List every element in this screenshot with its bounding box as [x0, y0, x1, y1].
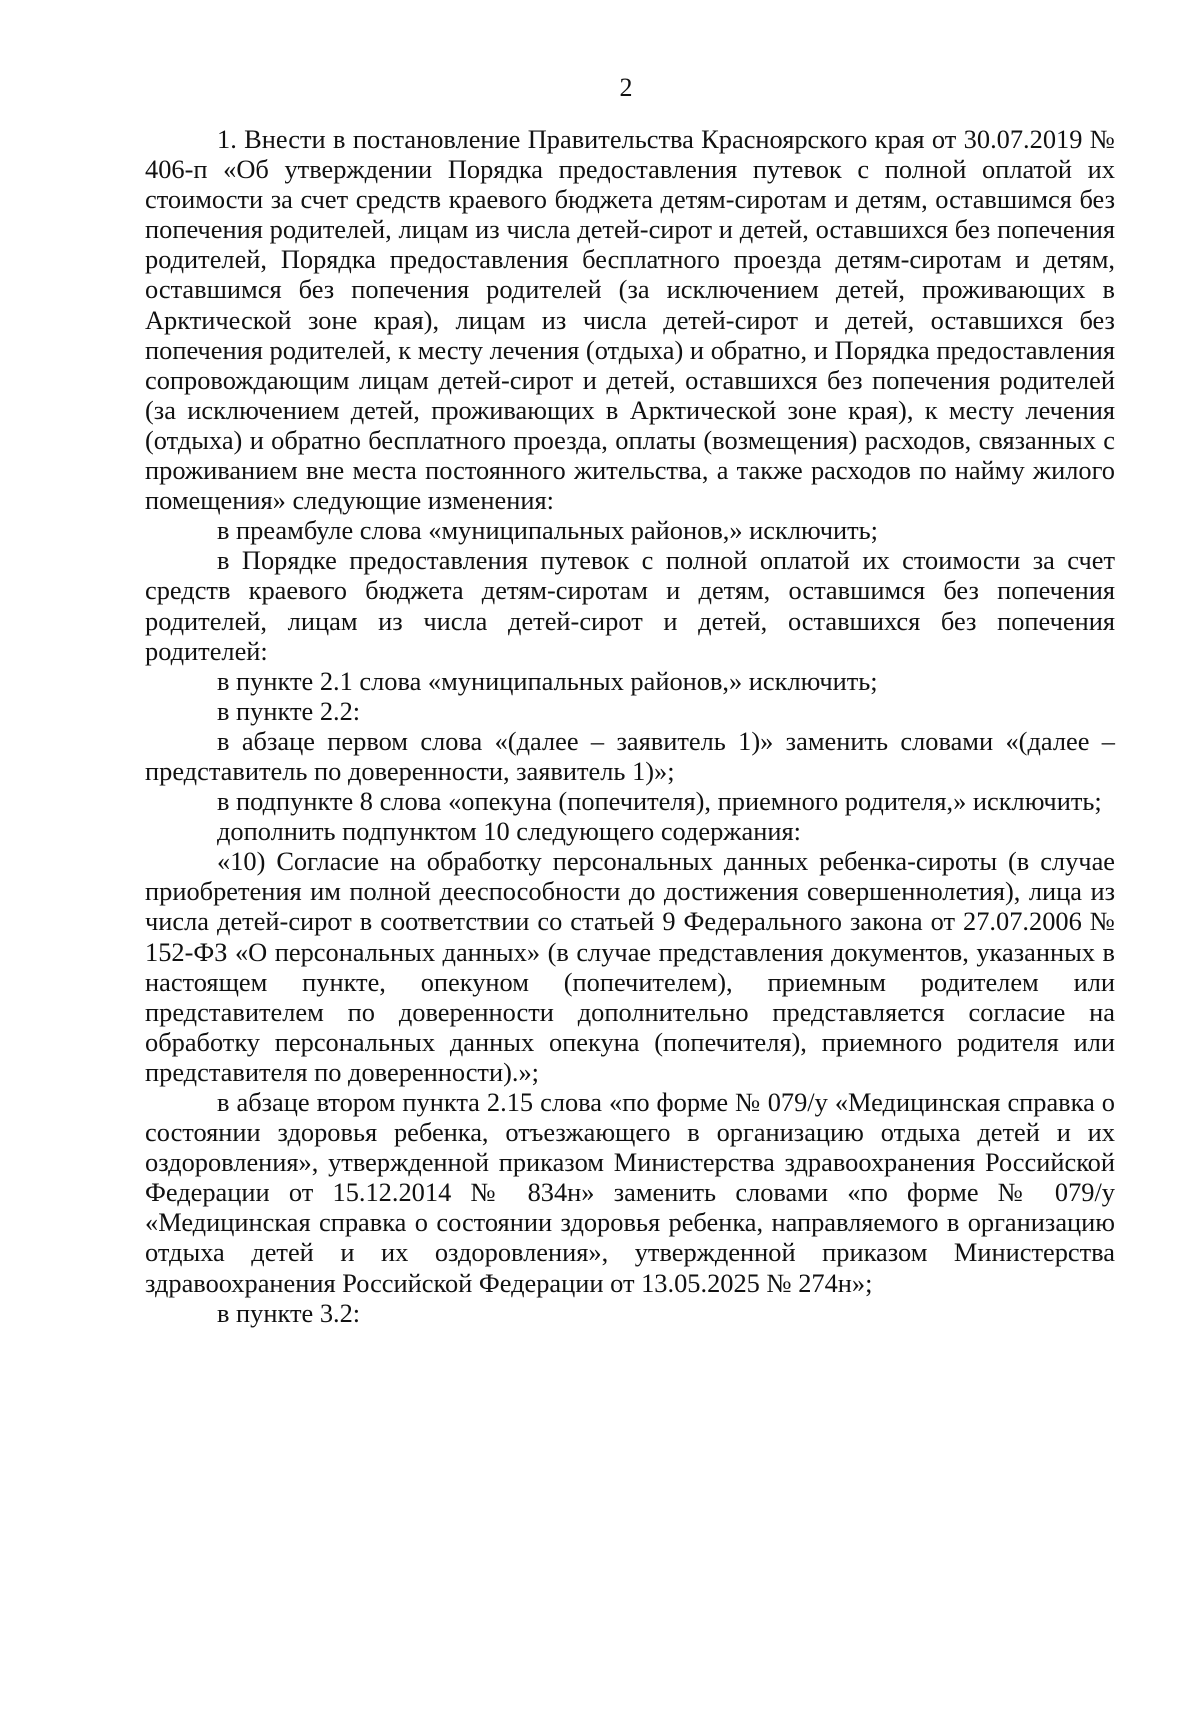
paragraph: дополнить подпунктом 10 следующего содержания:: [217, 816, 801, 847]
paragraph: в Порядке предоставления путевок с полной оплатой их стоимости за счет средств краевого бюджета детям-сиротам и детям, оставшимся без попечения родителей, лицам из числа детей-сирот и детей, оставшихся без попечения родителей:: [145, 545, 1115, 666]
paragraph: в пункте 2.1 слова «муниципальных районов,» исключить;: [217, 665, 878, 696]
paragraph: 1. Внести в постановление Правительства Красноярского края от 30.07.2019 № 406-п «Об утверждении Порядка предоставления путевок с полной оплатой их стоимости за счет средств краевого бюджета детям-сиротам и детям, оставшимся без попечения родителей, лицам из числа детей-сирот и детей, оставшихся без попечения родителей, Порядка предоставления бесплатного проезда детям-сиротам и детям, оставшимся без попечения родителей (за исключением детей, проживающих в Арктической зоне края), лицам из числа детей-сирот и детей, оставшихся без попечения родителей, к месту лечения (отдыха) и обратно, и Порядка предоставления сопровождающим лицам детей-сирот и детей, оставшихся без попечения родителей (за исключением детей, проживающих в Арктической зоне края), к месту лечения (отдыха) и обратно бесплатного проезда, оплаты (возмещения) расходов, связанных с проживанием вне места постоянного жительства, а также расходов по найму жилого помещения» следующие изменения:: [145, 124, 1115, 516]
page-number: 2: [619, 73, 633, 102]
paragraph: в абзаце первом слова «(далее – заявитель 1)» заменить словами «(далее – представитель по доверенности, заявитель 1)»;: [145, 725, 1115, 786]
paragraph: в пункте 2.2:: [217, 695, 361, 726]
paragraph: в пункте 3.2:: [217, 1297, 361, 1328]
paragraph: в преамбуле слова «муниципальных районов,» исключить;: [217, 515, 879, 546]
paragraph: «10) Согласие на обработку персональных данных ребенка-сироты (в случае приобретения им полной дееспособности до достижения совершеннолетия), лица из числа детей-сирот в соответствии со статьей 9 Федерального закона от 27.07.2006 № 152-ФЗ «О персональных данных» (в случае представления документов, указанных в настоящем пункте, опекуном (попечителем), приемным родителем или представителем по доверенности дополнительно представляется согласие на обработку персональных данных опекуна (попечителя), приемного родителя или представителя по доверенности).»;: [145, 846, 1115, 1087]
document-body: [145, 124, 1115, 1328]
paragraph: в подпункте 8 слова «опекуна (попечителя), приемного родителя,» исключить;: [217, 786, 1102, 817]
paragraph: в абзаце втором пункта 2.15 слова «по форме № 079/у «Медицинская справка о состоянии здоровья ребенка, отъезжающего в организацию отдыха детей и их оздоровления», утвержденной приказом Министерства здравоохранения Российской Федерации от 15.12.2014 № 834н» заменить словами «по форме № 079/у «Медицинская справка о состоянии здоровья ребенка, направляемого в организацию отдыха детей и их оздоровления», утвержденной приказом Министерства здравоохранения Российской Федерации от 13.05.2025 № 274н»;: [145, 1087, 1115, 1298]
